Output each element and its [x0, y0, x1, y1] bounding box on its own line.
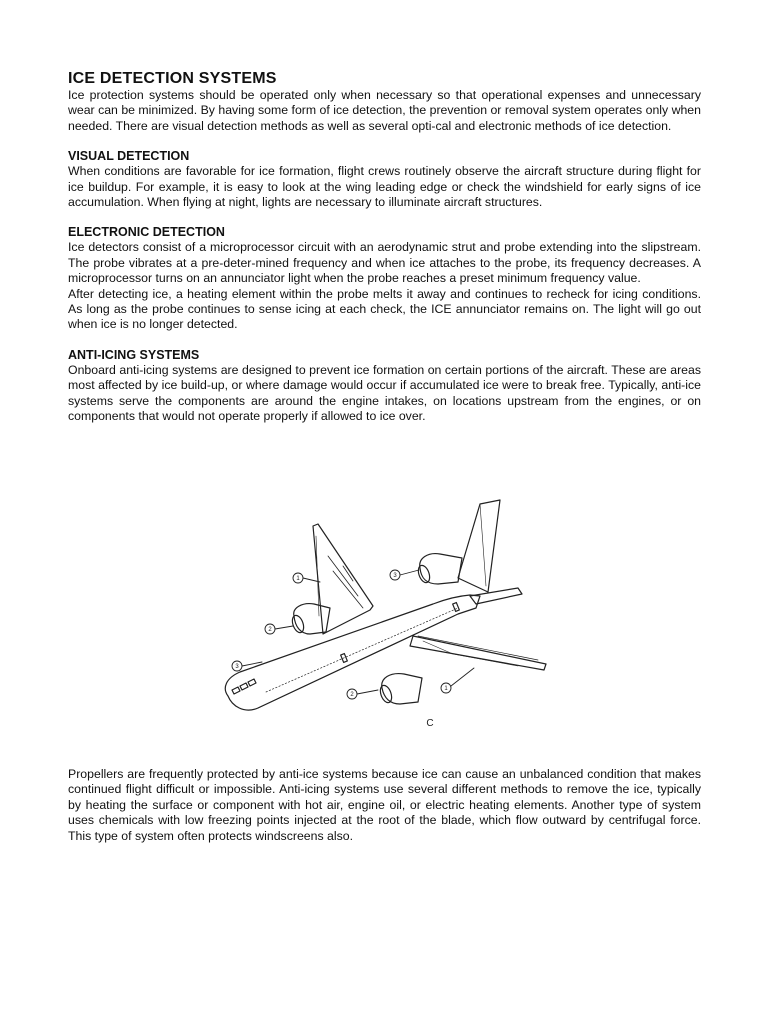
tail-engine-shape: [420, 554, 462, 584]
airplane-diagram: [218, 496, 548, 728]
section-anti-icing-paragraph: Onboard anti-icing systems are designed to prevent ice formation on certain portions of the aircraft. These are areas most affected by ice build-up, or where damage would occur if accumulated ice were to break free. Typically, anti-ice systems serve the components are around the engine intakes, on locations upstream from the engines, or on components that would not operate properly if allowed to ice over.: [68, 362, 701, 424]
section-heading-electronic: ELECTRONIC DETECTION: [68, 225, 225, 240]
left-wing-shape: [313, 524, 373, 634]
right-wing-shape: [410, 636, 546, 670]
closing-section: [68, 767, 701, 844]
intro-paragraph: Ice protection systems should be operated only when necessary so that operational expenses and unnecessary wear can be minimized. By having some form of ice detection, the prevention or removal system operates only when needed. There are visual detection methods as well as several opti-cal and electronic methods of ice detection.: [68, 88, 701, 133]
section-electronic-paragraph-2: After detecting ice, a heating element within the probe melts it away and continues to recheck for icing conditions. As long as the probe continues to sense icing at each check, the ICE annunciator remains on. The light will go out when ice is no longer detected.: [68, 286, 701, 332]
callout-label: 3: [235, 664, 239, 670]
section-visual-paragraph: When conditions are favorable for ice formation, flight crews routinely observe the aircraft structure during flight for ice buildup. For example, it is easy to look at the wing leading edge or check the windshield for early signs of ice accumulation. When flying at night, lights are necessary to illuminate aircraft structures.: [68, 164, 701, 210]
callout-label: 3: [393, 573, 397, 579]
callout-label: 2: [350, 692, 354, 698]
section-heading-visual: VISUAL DETECTION: [68, 149, 190, 164]
left-engine-shape: [294, 604, 330, 634]
section-heading-anti-icing: ANTI-ICING SYSTEMS: [68, 347, 200, 362]
callout-label: 1: [444, 686, 448, 692]
section-electronic-paragraph-1: Ice detectors consist of a microprocessor circuit with an aerodynamic strut and probe extending into the slipstream. The probe vibrates at a pre-deter-mined frequency and when ice attaches to the probe, its frequency decreases. A microprocessor turns on an annunciator light when the probe reaches a preset minimum frequency value.: [68, 240, 701, 286]
callout-label: 1: [296, 576, 300, 582]
vertical-stabilizer-shape: [458, 500, 500, 592]
callout-label: 2: [268, 627, 272, 633]
figure-caption: C: [426, 718, 434, 728]
right-engine-shape: [382, 674, 422, 704]
document-body: [68, 70, 701, 425]
closing-paragraph: Propellers are frequently protected by anti-ice systems because ice can cause an unbalanced condition that makes continued flight difficult or impossible. Anti-icing systems use several different methods to remove the ice, typically by heating the surface or component with hot air, engine oil, or electric heating elements. Another type of system uses chemicals with low freezing points injected at the root of the blade, which flow outward by centrifugal force. This type of system often protects windscreens also.: [68, 767, 701, 843]
page-title: ICE DETECTION SYSTEMS: [68, 70, 277, 87]
